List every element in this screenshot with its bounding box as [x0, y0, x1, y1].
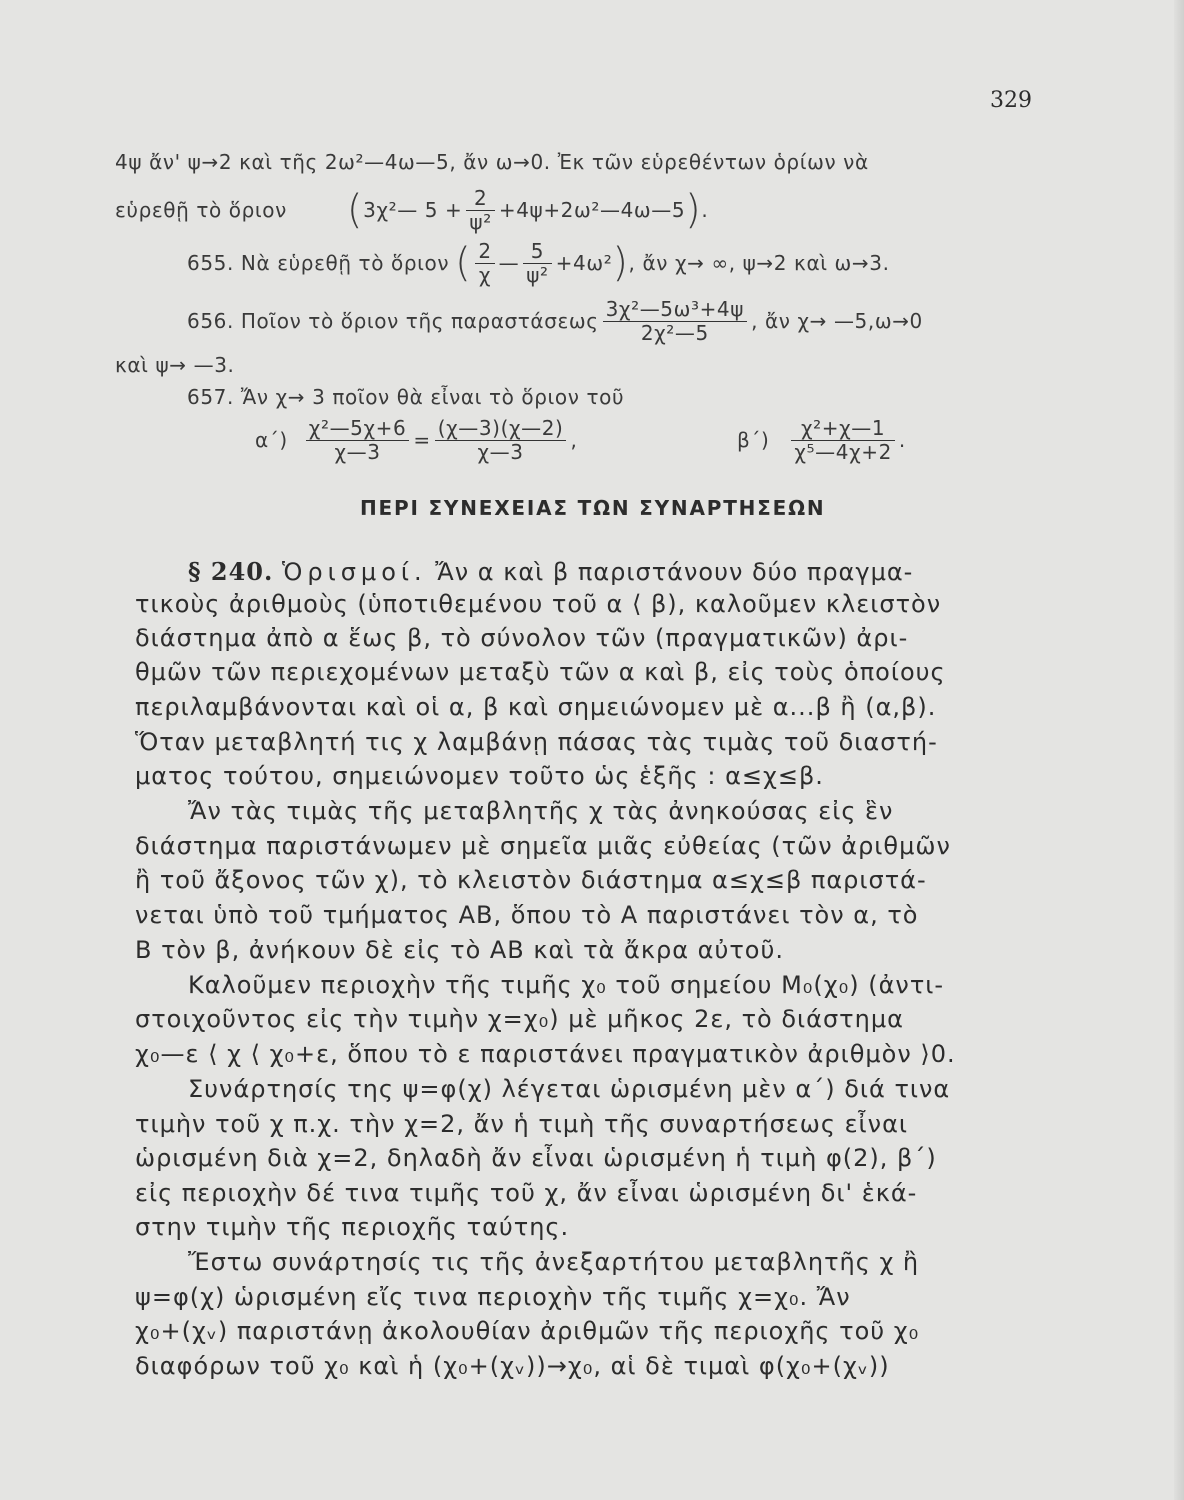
exercise-text: 655. Νὰ εὑρεθῇ τὸ ὅριον — [187, 251, 450, 275]
fraction — [791, 417, 895, 464]
fraction-numerator: 2 — [466, 187, 494, 211]
fraction-numerator: χ²—5χ+6 — [306, 417, 410, 441]
math-term: . — [898, 428, 906, 452]
section-title: Ὁρισμοί. — [282, 558, 427, 586]
paragraph-line: Ὅταν μεταβλητή τις χ λαμβάνῃ πάσας τὰς τιμὰς τοῦ διαστή- — [135, 728, 938, 756]
fraction-numerator: 3χ²—5ω³+4ψ — [603, 298, 747, 322]
exercise-line — [115, 185, 709, 234]
exercise-line: 4ψ ἄν' ψ→2 καὶ τῆς 2ω²—4ω—5, ἄν ω→0. Ἐκ τῶν εὑρεθέντων ὁρίων νὰ — [115, 150, 869, 174]
fraction-numerator: 5 — [523, 240, 551, 264]
paragraph-line: Ἄν τὰς τιμὰς τῆς μεταβλητῆς χ τὰς ἀνηκούσας εἰς ἓν — [188, 797, 894, 825]
paragraph-line: εἰς περιοχὴν δέ τινα τιμῆς τοῦ χ, ἄν εἶναι ὡρισμένη δι' ἑκά- — [135, 1179, 918, 1207]
paragraph-line: Ἔστω συνάρτησίς τις τῆς ἀνεξαρτήτου μεταβλητῆς χ ἢ — [188, 1248, 920, 1276]
exercise-655 — [187, 238, 890, 288]
page-number: 329 — [990, 88, 1032, 113]
paragraph-line: ἢ τοῦ ἄξονος τῶν χ), τὸ κλειστὸν διάστημα α≤χ≤β παριστά- — [135, 866, 927, 894]
paragraph-line: τικοὺς ἀριθμοὺς (ὑποτιθεμένου τοῦ α ⟨ β), καλοῦμεν κλειστὸν — [135, 590, 942, 618]
fraction-denominator: χ — [478, 262, 492, 287]
paragraph-line: Καλοῦμεν περιοχὴν τῆς τιμῆς χ₀ τοῦ σημείου Μ₀(χ₀) (ἀντι- — [188, 971, 945, 999]
paragraph-line: θμῶν τῶν περιεχομένων μεταξὺ τῶν α καὶ β, εἰς τοὺς ὁποίους — [135, 658, 946, 686]
paragraph-line: διαφόρων τοῦ χ₀ καὶ ἡ (χ₀+(χᵥ))→χ₀, αἱ δὲ τιμαὶ φ(χ₀+(χᵥ)) — [135, 1352, 890, 1380]
fraction-denominator: ψ² — [526, 262, 549, 287]
fraction — [435, 417, 567, 464]
exercise-657-a — [255, 413, 577, 467]
exercise-text: 656. Ποῖον τὸ ὅριον τῆς παραστάσεως — [187, 309, 599, 333]
paragraph-line: Ἄν α καὶ β παριστάνουν δύο πραγμα- — [435, 558, 914, 586]
math-term: , — [570, 428, 578, 452]
fraction — [475, 240, 494, 287]
fraction — [306, 417, 410, 464]
open-paren-icon: ( — [346, 187, 364, 233]
paragraph-line: Β τὸν β, ἀνήκουν δὲ εἰς τὸ ΑΒ καὶ τὰ ἄκρα αὐτοῦ. — [135, 936, 785, 964]
math-term: = — [413, 428, 431, 452]
exercise-line: καὶ ψ→ —3. — [115, 353, 235, 377]
math-term: 3χ²— 5 + — [363, 198, 463, 222]
paragraph-line: τιμὴν τοῦ χ π.χ. τὴν χ=2, ἄν ἡ τιμὴ τῆς συναρτήσεως εἶναι — [135, 1110, 909, 1138]
fraction-numerator: 2 — [475, 240, 494, 264]
section-heading: ΠΕΡΙ ΣΥΝΕΧΕΙΑΣ ΤΩΝ ΣΥΝΑΡΤΗΣΕΩΝ — [360, 496, 826, 520]
math-term: — — [498, 251, 520, 275]
math-term: , ἄν χ→ —5,ω→0 — [751, 309, 923, 333]
fraction — [603, 298, 747, 345]
fraction-denominator: ψ² — [469, 209, 492, 234]
exercise-text: εὑρεθῇ τὸ ὅριον — [115, 198, 287, 222]
paragraph-line: στην τιμὴν τῆς περιοχῆς ταύτης. — [135, 1213, 570, 1241]
item-label: α΄) — [255, 428, 288, 452]
paragraph-line: χ₀—ε ⟨ χ ⟨ χ₀+ε, ὅπου τὸ ε παριστάνει πραγματικὸν ἀριθμὸν ⟩0. — [135, 1040, 956, 1068]
fraction-numerator: (χ—3)(χ—2) — [435, 417, 567, 441]
fraction-denominator: χ⁵—4χ+2 — [794, 439, 892, 464]
exercise-657: 657. Ἄν χ→ 3 ποῖον θὰ εἶναι τὸ ὅριον τοῦ — [187, 385, 625, 409]
fraction-denominator: χ—3 — [334, 439, 381, 464]
fraction — [466, 187, 494, 234]
paragraph-line: διάστημα ἀπὸ α ἕως β, τὸ σύνολον τῶν (πραγματικῶν) ἀρι- — [135, 624, 909, 652]
math-term: +4ψ+2ω²—4ω—5 — [498, 198, 686, 222]
paragraph-line: νεται ὑπὸ τοῦ τμήματος ΑΒ, ὅπου τὸ Α παριστάνει τὸν α, τὸ — [135, 901, 919, 929]
exercise-657-b — [737, 413, 906, 467]
math-term: . — [701, 198, 709, 222]
fraction-denominator: χ—3 — [477, 439, 524, 464]
paragraph-line: στοιχοῦντος εἰς τὴν τιμὴν χ=χ₀) μὲ μῆκος 2ε, τὸ διάστημα — [135, 1005, 904, 1033]
exercise-656 — [187, 296, 923, 346]
page-edge — [1174, 0, 1184, 1500]
paragraph-line: διάστημα παριστάνωμεν μὲ σημεῖα μιᾶς εὐθείας (τῶν ἀριθμῶν — [135, 832, 951, 860]
open-paren-icon: ( — [455, 240, 472, 286]
item-label: β΄) — [737, 428, 770, 452]
paragraph-line: ὡρισμένη διὰ χ=2, δηλαδὴ ἄν εἶναι ὡρισμένη ἡ τιμὴ φ(2), β΄) — [135, 1144, 937, 1172]
paragraph-line: ψ=φ(χ) ὡρισμένη εἴς τινα περιοχὴν τῆς τιμῆς χ=χ₀. Ἄν — [135, 1283, 851, 1311]
close-paren-icon: ) — [612, 240, 629, 286]
fraction-numerator: χ²+χ—1 — [791, 417, 895, 441]
fraction-denominator: 2χ²—5 — [640, 320, 709, 345]
paragraph-line: χ₀+(χᵥ) παριστάνῃ ἀκολουθίαν ἀριθμῶν τῆς περιοχῆς τοῦ χ₀ — [135, 1317, 920, 1345]
section-number: § 240. — [188, 557, 274, 586]
math-term: +4ω² — [555, 251, 613, 275]
paragraph-line: περιλαμβάνονται καὶ οἱ α, β καὶ σημειώνομεν μὲ α...β ἢ (α,β). — [135, 693, 937, 721]
fraction — [523, 240, 551, 287]
close-paren-icon: ) — [685, 187, 702, 233]
paragraph-line: ματος τούτου, σημειώνομεν τοῦτο ὡς ἑξῆς : α≤χ≤β. — [135, 762, 824, 790]
paragraph-line: Συνάρτησίς της ψ=φ(χ) λέγεται ὡρισμένη μὲν α΄) διά τινα — [188, 1075, 951, 1103]
math-term: , ἄν χ→ ∞, ψ→2 καὶ ω→3. — [628, 251, 890, 275]
section-first-line — [188, 557, 913, 586]
